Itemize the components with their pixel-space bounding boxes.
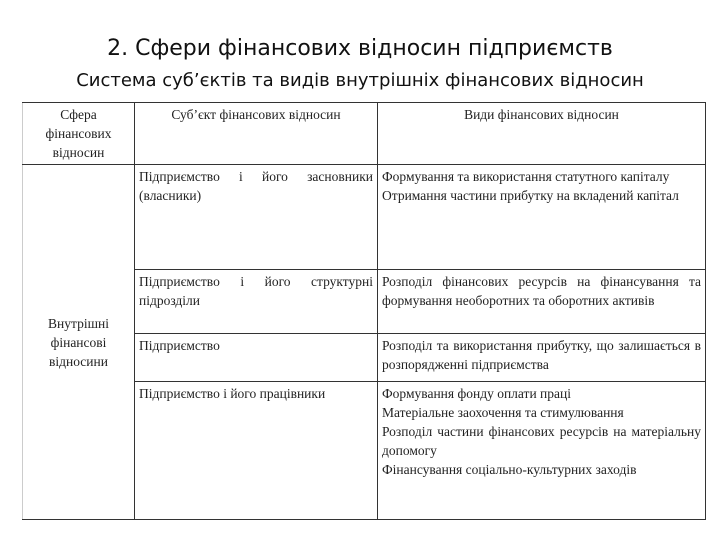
header-sphere: Сфера фінансових відносин	[23, 103, 135, 165]
header-types: Види фінансових відносин	[378, 103, 706, 165]
type-item: Розподіл та використання прибутку, що залишається в розпорядженні підприємства	[382, 338, 701, 372]
slide-subtitle: Система суб’єктів та видів внутрішніх фінансових відносин	[76, 70, 644, 91]
type-item: Розподіл частини фінансових ресурсів на матеріальну допомогу	[382, 424, 701, 458]
subject-cell: Підприємство і його працівники	[135, 382, 378, 520]
types-cell	[378, 382, 706, 520]
financial-relations-table	[22, 102, 706, 520]
header-subject: Суб’єкт фінансових відносин	[135, 103, 378, 165]
type-item: Формування та використання статутного капіталу	[382, 169, 670, 184]
subject-cell: Підприємство і його структурні підрозділи	[135, 270, 378, 334]
subject-cell: Підприємство і його засновники (власники)	[135, 165, 378, 270]
types-cell	[378, 165, 706, 270]
slide-title: 2. Сфери фінансових відносин підприємств	[107, 36, 613, 61]
type-item: Фінансування соціально-культурних заходів	[382, 462, 637, 477]
sphere-cell: Внутрішні фінансові відносини	[23, 165, 135, 520]
table-row	[23, 165, 706, 270]
type-item: Формування фонду оплати праці	[382, 386, 571, 401]
types-cell	[378, 334, 706, 382]
types-cell	[378, 270, 706, 334]
table-header-row	[23, 103, 706, 165]
subject-cell: Підприємство	[135, 334, 378, 382]
type-item: Матеріальне заохочення та стимулювання	[382, 405, 624, 420]
type-item: Розподіл фінансових ресурсів на фінансування та формування необоротних та оборотних активів	[382, 274, 701, 308]
type-item: Отримання частини прибутку на вкладений капітал	[382, 188, 679, 203]
